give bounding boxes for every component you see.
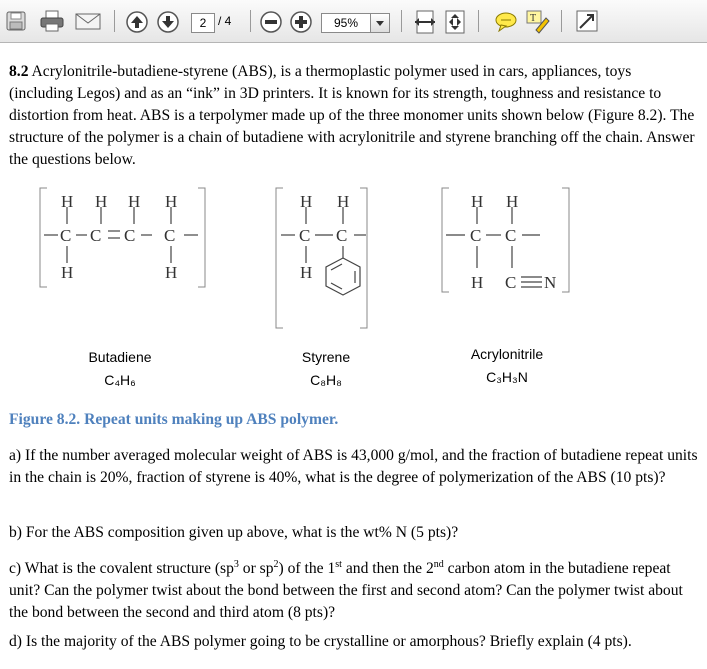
atom-h: H: [165, 192, 178, 211]
zoom-out-icon[interactable]: [260, 11, 282, 33]
molecule-formula: C₈H₈: [310, 372, 342, 388]
question-c: c) What is the covalent structure ($sp^3$ or $sp^2$) of the 1st and then the 2nd carbon atom in the butadiene repeat unit? Can the polymer twist about the bond between the first and second atom? Can the polymer twist about the bond between the second and third atom (8 pts)?: [9, 559, 683, 622]
atom-c: C: [90, 226, 102, 245]
atom-h: H: [471, 192, 484, 211]
fit-page-icon[interactable]: [444, 10, 466, 34]
zoom-in-icon[interactable]: [290, 11, 312, 33]
molecule-name: Acrylonitrile: [470, 346, 544, 362]
highlight-icon[interactable]: [526, 10, 550, 34]
previous-page-icon[interactable]: [126, 11, 148, 33]
atom-c: C: [164, 226, 176, 245]
next-page-icon[interactable]: [157, 11, 179, 33]
page-number-input[interactable]: 2: [191, 13, 215, 33]
atom-n: N: [544, 273, 557, 292]
figure-caption: Figure 8.2. Repeat units making up ABS polymer.: [9, 411, 339, 428]
molecule-name: Styrene: [301, 349, 351, 365]
atom-h: H: [61, 192, 74, 211]
styrene-left-bracket: [276, 188, 283, 328]
question-b: b) For the ABS composition given up above, what is the wt% N (5 pts)?: [9, 524, 459, 541]
acrylonitrile-right-bracket: [562, 188, 569, 292]
question-a: a) If the number averaged molecular weight of ABS is 43,000 g/mol, and the fraction of butadiene repeat units in the chain is 20%, fraction of styrene is 40%, what is the degree of polymerization of the ABS (10 pts)?: [9, 447, 698, 486]
print-icon[interactable]: [40, 10, 64, 32]
fit-width-icon[interactable]: [414, 10, 436, 34]
atom-h: H: [300, 263, 313, 282]
expand-icon[interactable]: [576, 10, 598, 32]
chevron-down-icon: [371, 14, 389, 32]
butadiene-right-bracket: [198, 188, 205, 287]
atom-h: H: [506, 192, 519, 211]
atom-c: C: [299, 226, 311, 245]
page-total: / 4: [218, 14, 232, 28]
atom-c: C: [124, 226, 136, 245]
zoom-level-input[interactable]: 95%: [321, 13, 371, 33]
styrene-right-bracket: [360, 188, 367, 328]
molecule-formula: C₄H₆: [104, 372, 136, 388]
molecule-name: Butadiene: [88, 349, 152, 365]
atom-h: H: [337, 192, 350, 211]
butadiene-left-bracket: [40, 188, 47, 287]
pdf-toolbar: [0, 0, 707, 43]
atom-h: H: [95, 192, 108, 211]
email-icon[interactable]: [75, 13, 101, 30]
acrylonitrile-left-bracket: [442, 188, 449, 292]
atom-h: H: [61, 263, 74, 282]
problem-number: 8.2: [9, 63, 29, 80]
atom-h: H: [128, 192, 141, 211]
molecule-formula: C₃H₃N: [486, 369, 528, 385]
atom-c: C: [505, 273, 517, 292]
question-d: d) Is the majority of the ABS polymer going to be crystalline or amorphous? Briefly explain (4 pts).: [9, 633, 632, 650]
problem-intro: [9, 61, 699, 171]
svg-text:T: T: [530, 13, 537, 24]
problem-intro-text: Acrylonitrile-butadiene-styrene (ABS), is a thermoplastic polymer used in cars, appliances, toys (including Legos) and as an “ink” in 3D printers. It is known for its strength, toughness and resistance to distortion from heat. ABS is a terpolymer made up of the three monomer units shown below (Figure 8.2). The structure of the polymer is a chain of butadiene with acrylonitrile and styrene branching off the chain. Answer the questions below.: [9, 63, 695, 168]
atom-c: C: [505, 226, 517, 245]
atom-c: C: [470, 226, 482, 245]
comment-icon[interactable]: [495, 12, 517, 32]
save-icon[interactable]: [6, 11, 26, 31]
atom-h: H: [471, 273, 484, 292]
atom-h: H: [165, 263, 178, 282]
atom-c: C: [336, 226, 348, 245]
atom-c: C: [60, 226, 72, 245]
zoom-dropdown-button[interactable]: [370, 13, 390, 33]
atom-h: H: [300, 192, 313, 211]
